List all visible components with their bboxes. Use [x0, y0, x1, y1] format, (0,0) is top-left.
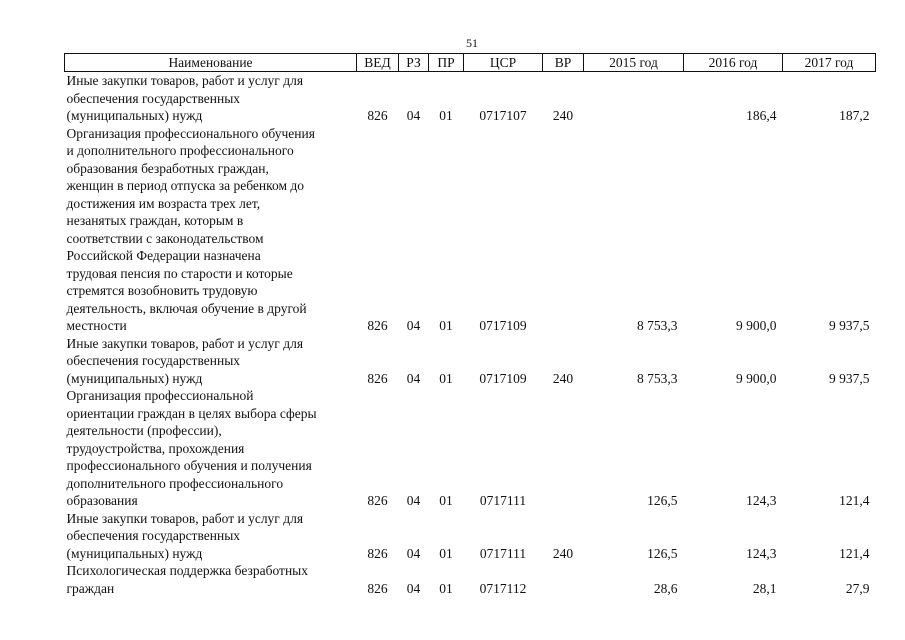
header-pr: ПР	[429, 54, 464, 72]
header-ved: ВЕД	[357, 54, 399, 72]
name-line: стремятся возобновить трудовую	[66, 283, 258, 298]
table-row	[65, 125, 876, 335]
name-line: незанятых граждан, которым в	[66, 213, 244, 228]
name-line: обеспечения государственных	[66, 528, 241, 543]
cell-pr: 01	[439, 545, 453, 561]
name-line: образования	[66, 493, 138, 508]
cell-ved: 826	[367, 318, 388, 333]
cell-vr: 240	[552, 370, 574, 386]
name-line: граждан	[66, 580, 115, 596]
name-line: деятельность, включая обучение в другой	[66, 300, 307, 316]
cell-pr: 01	[439, 370, 453, 386]
header-2017: 2017 год	[783, 54, 876, 72]
header-rz: РЗ	[399, 54, 429, 72]
name-line: образования безработных граждан,	[66, 160, 269, 176]
name-line: деятельности (профессии),	[66, 423, 222, 438]
cell-csr: 0717111	[479, 545, 527, 561]
name-line: трудоустройства, прохождения	[66, 440, 245, 456]
cell-csr: 0717109	[479, 318, 527, 333]
table-header-row	[65, 54, 876, 72]
header-vr: ВР	[543, 54, 584, 72]
cell-pr: 01	[439, 318, 453, 333]
name-line: женщин в период отпуска за ребенком до	[66, 178, 305, 193]
table-row	[65, 335, 876, 388]
cell-2016: 9 900,0	[736, 370, 777, 386]
cell-rz: 04	[406, 318, 421, 333]
budget-table-container	[64, 53, 875, 597]
cell-2016: 9 900,0	[736, 318, 777, 333]
cell-pr: 01	[439, 580, 453, 596]
cell-name	[65, 335, 357, 388]
name-line: Психологическая поддержка безработных	[66, 563, 308, 578]
cell-2015: 126,5	[647, 545, 678, 561]
cell-rz: 04	[406, 370, 421, 386]
cell-name	[65, 562, 357, 597]
cell-2016: 124,3	[746, 545, 777, 561]
cell-ved: 826	[367, 370, 388, 386]
cell-rz: 04	[406, 493, 421, 508]
cell-2017: 187,2	[839, 108, 870, 123]
budget-table	[64, 53, 876, 597]
cell-2017: 9 937,5	[829, 370, 870, 386]
name-line: профессионального обучения и получения	[66, 458, 312, 473]
cell-csr: 0717107	[479, 108, 527, 123]
cell-vr: 240	[552, 108, 574, 123]
cell-pr: 01	[439, 493, 453, 508]
cell-2015: 126,5	[647, 493, 678, 508]
name-line: (муниципальных) нужд	[66, 545, 203, 561]
cell-ved: 826	[367, 493, 388, 508]
cell-2016: 186,4	[746, 108, 777, 123]
table-body	[65, 72, 876, 598]
cell-csr: 0717112	[479, 580, 527, 596]
name-line: дополнительного профессионального	[66, 475, 284, 491]
name-line: Российской Федерации назначена	[66, 248, 261, 263]
header-2016: 2016 год	[684, 54, 783, 72]
cell-vr: 240	[552, 545, 574, 561]
table-row	[65, 72, 876, 125]
cell-name	[65, 387, 357, 510]
cell-rz: 04	[406, 545, 421, 561]
cell-vr	[543, 387, 584, 510]
cell-2017: 27,9	[845, 580, 870, 596]
cell-2015	[584, 72, 684, 125]
name-line: Иные закупки товаров, работ и услуг для	[66, 335, 304, 351]
cell-ved: 826	[367, 545, 388, 561]
cell-rz: 04	[406, 580, 421, 596]
name-line: и дополнительного профессионального	[66, 143, 294, 158]
cell-vr	[543, 562, 584, 597]
cell-2016: 28,1	[752, 580, 777, 596]
name-line: обеспечения государственных	[66, 353, 241, 368]
cell-2017: 9 937,5	[829, 318, 870, 333]
cell-name	[65, 125, 357, 335]
cell-csr: 0717109	[479, 370, 527, 386]
name-line: достижения им возраста трех лет,	[66, 195, 261, 211]
name-line: (муниципальных) нужд	[66, 370, 203, 386]
name-line: Иные закупки товаров, работ и услуг для	[66, 510, 304, 526]
header-2015: 2015 год	[584, 54, 684, 72]
cell-ved: 826	[367, 580, 388, 596]
name-line: обеспечения государственных	[66, 90, 241, 106]
table-row	[65, 387, 876, 510]
cell-pr: 01	[439, 108, 453, 123]
name-line: Организация профессионального обучения	[66, 125, 315, 141]
header-name: Наименование	[65, 54, 357, 72]
table-row	[65, 510, 876, 563]
page-number: 51	[466, 36, 478, 50]
cell-2015: 8 753,3	[637, 318, 678, 333]
name-line: соответствии с законодательством	[66, 230, 264, 246]
cell-name	[65, 72, 357, 125]
name-line: трудовая пенсия по старости и которые	[66, 265, 293, 281]
name-line: ориентации граждан в целях выбора сферы	[66, 405, 317, 421]
cell-csr: 0717111	[479, 493, 527, 508]
name-line: местности	[66, 318, 127, 333]
cell-2016: 124,3	[746, 493, 777, 508]
header-csr: ЦСР	[464, 54, 543, 72]
cell-name	[65, 510, 357, 563]
cell-2017: 121,4	[839, 493, 870, 508]
cell-ved: 826	[367, 108, 388, 123]
name-line: (муниципальных) нужд	[66, 108, 203, 123]
cell-2017: 121,4	[839, 545, 870, 561]
cell-vr	[543, 125, 584, 335]
table-row	[65, 562, 876, 597]
name-line: Иные закупки товаров, работ и услуг для	[66, 73, 304, 88]
cell-2015: 28,6	[653, 580, 678, 596]
cell-rz: 04	[406, 108, 421, 123]
name-line: Организация профессиональной	[66, 388, 254, 403]
cell-2015: 8 753,3	[637, 370, 678, 386]
